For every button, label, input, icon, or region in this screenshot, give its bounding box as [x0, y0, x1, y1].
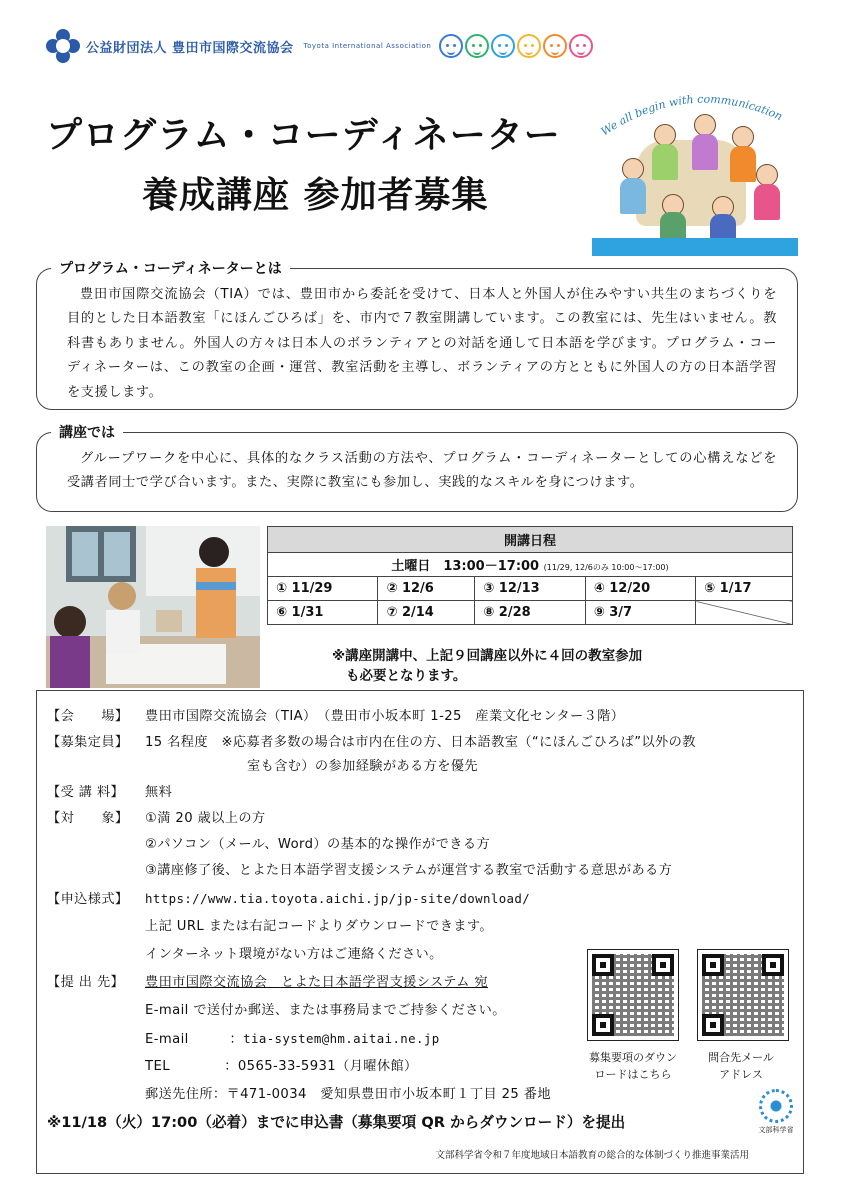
venue-row: [47, 707, 624, 727]
email-row: [145, 1029, 440, 1050]
header: [46, 28, 593, 64]
schedule-date: ⑨ 3/7: [585, 601, 695, 625]
schedule-date: ④ 12/20: [585, 577, 695, 601]
mext-label: 文部科学省: [758, 1126, 794, 1134]
schedule-date: ② 12/6: [378, 577, 475, 601]
email-link[interactable]: tia-system@hm.aitai.ne.jp: [243, 1031, 440, 1046]
smiley-face-icon: [517, 34, 541, 58]
schedule-date: ① 11/29: [268, 577, 378, 601]
submit-note: E-mail で送付か郵送、または事務局までご持参ください。: [145, 1003, 506, 1018]
target-3: ③講座修了後、とよた日本語学習支援システムが運営する教室で活動する意思がある方: [145, 863, 673, 878]
mext-emblem-icon: [759, 1089, 793, 1123]
smiley-face-icon: [465, 34, 489, 58]
classroom-photo: [46, 526, 260, 688]
fee-row: [47, 783, 172, 803]
about-section: [36, 261, 798, 410]
schedule-date: ⑤ 1/17: [696, 577, 793, 601]
course-section: [36, 425, 798, 512]
schedule-time-text: 土曜日 13:00－17:00: [391, 559, 540, 574]
target-2: ②パソコン（メール、Word）の基本的な操作ができる方: [145, 837, 491, 852]
deadline-notice: ※11/18（火）17:00（必着）までに申込書（募集要項 QR からダウンロード）を提出: [47, 1114, 626, 1131]
target-key: 【対 象】: [47, 811, 129, 826]
schedule-time-note: (11/29, 12/6のみ 10:00～17:00): [543, 563, 669, 572]
schedule-row: [268, 577, 793, 601]
schedule-table: [267, 526, 793, 625]
smiley-face-icon: [491, 34, 515, 58]
capacity-value: 15 名程度 ※応募者多数の場合は市内在住の方、日本語教室（“にほんごひろば”以外の教: [145, 735, 696, 750]
title-line-2: 養成講座 参加者募集: [142, 175, 489, 216]
qr1-caption: [577, 1049, 689, 1083]
schedule-row: [268, 601, 793, 625]
about-heading: プログラム・コーディネーターとは: [51, 258, 290, 278]
fee-key: 【受 講 料】: [47, 785, 125, 800]
target-1: ①満 20 歳以上の方: [145, 811, 266, 826]
qr2-caption-line-1: 問合先メール: [708, 1051, 774, 1064]
form-key: 【申込様式】: [47, 892, 129, 907]
tia-logo-icon: [46, 29, 80, 63]
form-note-2: インターネット環境がない方はご連絡ください。: [145, 947, 443, 962]
qr1-caption-line-2: ロードはこちら: [594, 1068, 672, 1081]
schedule-date: ⑦ 2/14: [378, 601, 475, 625]
footer-note: 文部科学省令和７年度地域日本語教育の総合的な体制づくり推進事業活用: [435, 1150, 749, 1161]
svg-text:We all begin with communicatio: [599, 93, 785, 139]
qr2-caption-line-2: アドレス: [719, 1068, 763, 1081]
tel-value: 0565-33-5931（月曜休館）: [237, 1059, 418, 1074]
schedule-date: ⑧ 2/28: [475, 601, 585, 625]
smiley-face-icon: [569, 34, 593, 58]
qr-code-email-icon[interactable]: [697, 949, 789, 1041]
qr1-caption-line-1: 募集要項のダウン: [589, 1051, 677, 1064]
org-name: 公益財団法人 豊田市国際交流協会: [86, 40, 294, 56]
submit-key: 【提 出 先】: [47, 975, 125, 990]
fee-value: 無料: [145, 785, 173, 800]
schedule-date: ③ 12/13: [475, 577, 585, 601]
application-info: [36, 690, 804, 1174]
email-label: E-mail ：: [145, 1032, 244, 1047]
course-heading: 講座では: [51, 422, 123, 442]
qr-code-guidelines-icon[interactable]: [587, 949, 679, 1041]
schedule-note: [332, 646, 642, 686]
about-body: 豊田市国際交流協会（TIA）では、豊田市から委託を受けて、日本人と外国人が住みやすい共生のまちづくりを目的とした日本語教室「にほんごひろば」を、市内で７教室開講しています。この教室には、先生はいません。教科書もありません。外国人の方々は日本人のボランティアとの対話を通して日本語を学びます。プログラム・コーディネーターは、この教室の企画・運営、教室活動を主導し、ボランティアの方とともに外国人の方の日本語学習を支援します。: [67, 287, 777, 400]
submit-row: [47, 973, 488, 993]
qr2-caption: [689, 1049, 793, 1083]
people-around-table-illustration: [592, 84, 798, 256]
title-line-1: プログラム・コーディネーター: [46, 115, 561, 156]
smiley-face-icon: [439, 34, 463, 58]
schedule-heading: 開講日程: [268, 527, 793, 553]
schedule-note-line-1: ※講座開講中、上記９回講座以外に４回の教室参加: [332, 648, 643, 664]
form-note-1: 上記 URL または右記コードよりダウンロードできます。: [145, 919, 494, 934]
capacity-value-cont: 室も含む）の参加経験がある方を優先: [247, 759, 478, 774]
submit-value: 豊田市国際交流協会 とよた日本語学習支援システム 宛: [145, 975, 488, 990]
mext-logo: [757, 1089, 795, 1151]
page-title: [46, 112, 576, 220]
schedule-empty-cell: [696, 601, 793, 625]
org-english-name: Toyota International Association: [303, 42, 432, 50]
form-url-link[interactable]: https://www.tia.toyota.aichi.jp/jp-site/download/: [145, 891, 531, 906]
capacity-key: 【募集定員】: [47, 735, 129, 750]
venue-value: 豊田市国際交流協会（TIA） （豊田市小坂本町 1-25 産業文化センター３階）: [145, 709, 625, 724]
post-address: 郵送先住所：〒471-0034 愛知県豊田市小坂本町１丁目 25 番地: [145, 1087, 551, 1102]
course-body: グループワークを中心に、具体的なクラス活動の方法や、プログラム・コーディネーターとしての心構えなどを受講者同士で学び合います。また、実際に教室にも参加し、実践的なスキルを身につけます。: [67, 451, 777, 491]
smiley-face-icon: [543, 34, 567, 58]
tel-row: [145, 1057, 418, 1077]
faces-logo: [439, 34, 593, 58]
schedule-date: ⑥ 1/31: [268, 601, 378, 625]
schedule-time: [268, 553, 793, 577]
venue-key: 【会 場】: [47, 709, 129, 724]
schedule-note-line-2: も必要となります。: [346, 668, 467, 684]
capacity-row: [47, 733, 696, 753]
target-row: [47, 809, 266, 829]
slogan-text: We all begin with communication: [598, 92, 785, 139]
tel-label: TEL ：: [145, 1059, 238, 1074]
form-row: [47, 889, 530, 910]
